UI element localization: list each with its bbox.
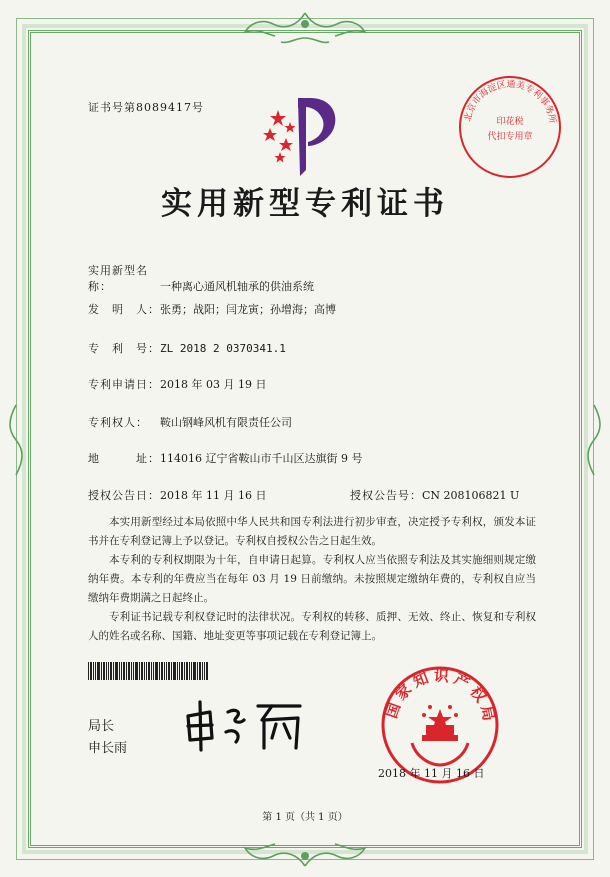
field-value: ZL 2018 2 0370341.1 bbox=[160, 342, 286, 355]
page-number: 第 1 页（共 1 页） bbox=[262, 812, 348, 823]
director-signature bbox=[180, 698, 305, 753]
field-value: CN 208106821 U bbox=[422, 489, 520, 502]
director-name: 申长雨 bbox=[88, 741, 128, 756]
certificate-title: 实用新型专利证书 bbox=[161, 186, 449, 222]
field-value: 2018 年 11 月 16 日 bbox=[160, 489, 267, 502]
field-value: 2018 年 03 月 19 日 bbox=[160, 378, 267, 391]
field-label: 发 明 人： bbox=[88, 303, 160, 316]
field-value: 一种离心通风机轴承的供油系统 bbox=[160, 280, 314, 293]
field-address bbox=[88, 450, 362, 466]
field-inventors bbox=[88, 301, 336, 317]
field-patentee bbox=[88, 414, 292, 430]
tax-stamp-seal bbox=[455, 72, 565, 182]
field-label: 地 址： bbox=[88, 452, 160, 465]
tax-stamp-ring-text: 北京市海淀区通美专利事务所 bbox=[463, 79, 557, 125]
seal-date: 2018 年 11 月 16 日 bbox=[378, 767, 485, 780]
tax-stamp-text-2: 代扣专用章 bbox=[487, 132, 533, 142]
field-application-date bbox=[88, 376, 266, 392]
field-label: 专利权人： bbox=[88, 416, 148, 429]
field-label: 专 利 号： bbox=[88, 342, 160, 355]
field-patent-number bbox=[88, 340, 286, 356]
field-grant-date bbox=[88, 487, 266, 503]
seal-ring-text: 国家知识产权局 bbox=[382, 666, 499, 727]
field-grant-number bbox=[350, 487, 519, 503]
paragraph-term-statement: 本专利的专利权期限为十年，自申请日起算。专利权人应当依照专利法及其实施细则规定缴纳年费。本专利的年费应当在每年 03 月 19 日前缴纳。未按照规定缴纳年费的，专利权自应当缴纳年费期满之日起终止。 bbox=[88, 554, 536, 604]
field-label: 授权公告号： bbox=[350, 489, 422, 502]
top-ornament-icon bbox=[205, 8, 405, 48]
director-title: 局长 bbox=[88, 719, 115, 734]
bottom-ornament-icon bbox=[205, 836, 405, 872]
tax-stamp-text-1: 印花税 bbox=[496, 117, 524, 127]
patent-office-logo bbox=[250, 80, 350, 180]
field-label: 实用新型名称： bbox=[88, 264, 148, 293]
certificate-number: 证书号第8089417号 bbox=[88, 101, 204, 114]
field-label: 专利申请日： bbox=[88, 378, 160, 391]
barcode bbox=[88, 662, 233, 680]
field-value: 鞍山钢峰风机有限责任公司 bbox=[160, 416, 292, 429]
right-ornament-icon bbox=[582, 400, 606, 480]
left-ornament-icon bbox=[4, 400, 28, 480]
field-label: 授权公告日： bbox=[88, 489, 160, 502]
field-utility-model-name bbox=[88, 262, 314, 294]
field-value: 114016 辽宁省鞍山市千山区达旗街 9 号 bbox=[160, 452, 363, 465]
field-value: 张勇；战阳；闫龙寅；孙增海；高博 bbox=[160, 303, 336, 316]
paragraph-grant-statement: 本实用新型经过本局依照中华人民共和国专利法进行初步审查，决定授予专利权，颁发本证书并在专利登记簿上予以登记。专利权自授权公告之日起生效。 bbox=[88, 516, 536, 547]
paragraph-legal-status: 专利证书记载专利权登记时的法律状况。专利权的转移、质押、无效、终止、恢复和专利权人的姓名或名称、国籍、地址变更等事项记载在专利登记簿上。 bbox=[88, 611, 536, 642]
